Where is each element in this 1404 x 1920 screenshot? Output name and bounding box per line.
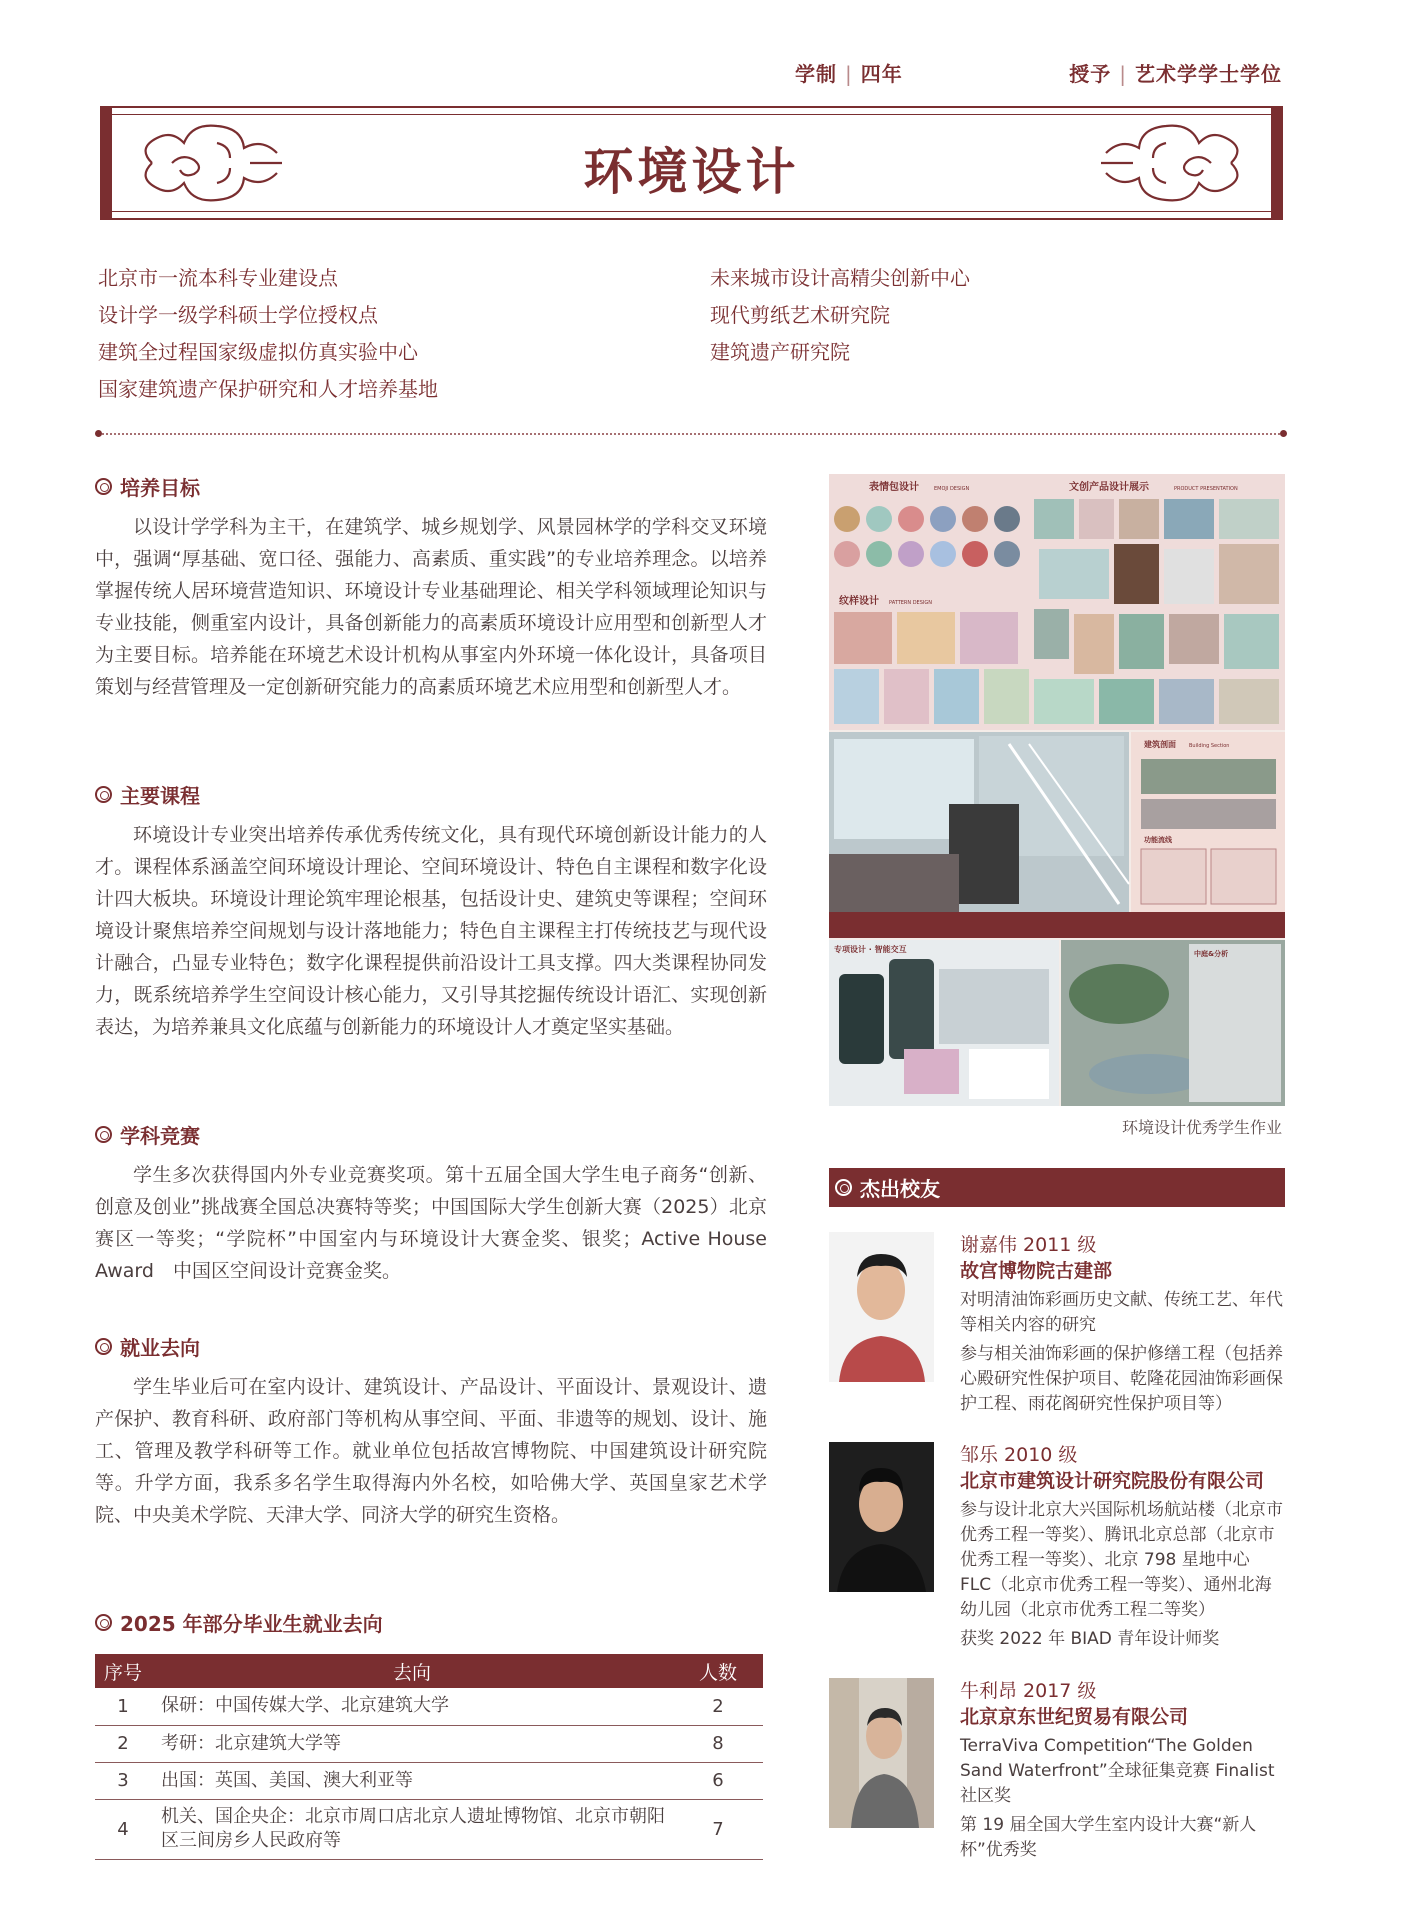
column-header: 序号 xyxy=(95,1654,151,1688)
label-building-en: Building Section xyxy=(1189,743,1230,749)
honor-item: 设计学一级学科硕士学位授权点 xyxy=(98,303,378,327)
section-heading: 2025 年部分毕业生就业去向 xyxy=(95,1608,767,1637)
alumni-card xyxy=(829,1442,1285,1662)
section-heading: 学科竞赛 xyxy=(95,1120,767,1149)
table-header-row xyxy=(95,1654,763,1688)
row-count: 8 xyxy=(673,1725,763,1762)
target-icon xyxy=(835,1179,852,1196)
table-row xyxy=(95,1725,763,1762)
table-row xyxy=(95,1688,763,1725)
honor-item: 未来城市设计高精尖创新中心 xyxy=(710,266,970,290)
honor-item: 北京市一流本科专业建设点 xyxy=(98,266,338,290)
degree-label: 授予 xyxy=(1069,62,1112,86)
honor-list-left xyxy=(98,260,438,408)
table-row xyxy=(95,1762,763,1799)
row-destination: 机关、国企央企：北京市周口店北京人遗址博物馆、北京市朝阳区三间房乡人民政府等 xyxy=(151,1799,673,1859)
label-building: 建筑剖面 xyxy=(1144,740,1176,749)
honor-item: 现代剪纸艺术研究院 xyxy=(710,303,890,327)
honor-item: 建筑遗产研究院 xyxy=(710,340,850,364)
label-pattern: 纹样设计 xyxy=(839,596,879,607)
section-divider xyxy=(98,433,1284,435)
honor-item: 建筑全过程国家级虚拟仿真实验中心 xyxy=(98,340,418,364)
duration-value: 四年 xyxy=(860,62,903,86)
alumni-org: 故宫博物院古建部 xyxy=(960,1260,1113,1282)
section-text: 以设计学学科为主干，在建筑学、城乡规划学、风景园林学的学科交叉环境中，强调“厚基础、宽口径、强能力、高素质、重实践”的专业培养理念。以培养掌握传统人居环境营造知识、环境设计专业基础理论、相关学科领域理论知识与专业技能，侧重室内设计，具备创新能力的高素质环境设计应用型和创新型人才为主要目标。培养能在环境艺术设计机构从事室内外环境一体化设计，具备项目策划与经营管理及一定创新研究能力的高素质环境艺术应用型和创新型人才。 xyxy=(95,516,767,698)
section-heading: 就业去向 xyxy=(95,1332,767,1361)
row-destination: 出国：英国、美国、澳大利亚等 xyxy=(151,1762,673,1799)
row-number: 4 xyxy=(95,1799,151,1859)
section-careers xyxy=(95,1332,767,1531)
target-icon xyxy=(95,1614,112,1631)
alumni-card xyxy=(829,1678,1285,1878)
student-works-collage xyxy=(829,474,1285,1106)
alumni-name: 邹乐 2010 级 xyxy=(960,1444,1078,1466)
section-heading: 主要课程 xyxy=(95,780,767,809)
page-title: 环境设计 xyxy=(583,143,800,201)
label-products: 文创产品设计展示 xyxy=(1069,482,1149,493)
degree-info: 授予 | 艺术学学士学位 xyxy=(1069,62,1282,86)
row-count: 2 xyxy=(673,1688,763,1725)
section-table-heading xyxy=(95,1608,767,1637)
target-icon xyxy=(95,478,112,495)
section-text: 学生多次获得国内外专业竞赛奖项。第十五届全国大学生电子商务“创新、创意及创业”挑战赛全国总决赛特等奖；中国国际大学生创新大赛（2025）北京赛区一等奖；“学院杯”中国室内与环境设计大赛金奖、银奖；Active House Award 中国区空间设计竞赛金奖。 xyxy=(95,1164,767,1282)
avatar xyxy=(829,1232,934,1382)
alumni-org: 北京市建筑设计研究院股份有限公司 xyxy=(960,1470,1265,1492)
honor-list-right xyxy=(710,260,970,371)
duration-label: 学制 xyxy=(795,62,837,86)
column-header: 去向 xyxy=(151,1654,673,1688)
label-interaction: 专项设计 · 智能交互 xyxy=(834,945,907,954)
alumni-desc: 获奖 2022 年 BIAD 青年设计师奖 xyxy=(960,1629,1220,1649)
row-count: 7 xyxy=(673,1799,763,1859)
avatar xyxy=(829,1678,934,1828)
alumni-name: 谢嘉伟 2011 级 xyxy=(960,1234,1097,1256)
label-pattern-en: PATTERN DESIGN xyxy=(889,600,932,606)
alumni-desc: TerraViva Competition“The Golden Sand Waterfront”全球征集竞赛 Finalist 社区奖 xyxy=(960,1736,1275,1806)
degree-value: 艺术学学士学位 xyxy=(1135,62,1282,86)
alumni-card xyxy=(829,1232,1285,1422)
alumni-desc: 第 19 届全国大学生室内设计大赛“新人杯”优秀奖 xyxy=(960,1815,1257,1860)
avatar xyxy=(829,1442,934,1592)
table-row xyxy=(95,1799,763,1859)
honor-item: 国家建筑遗产保护研究和人才培养基地 xyxy=(98,377,438,401)
alumni-name: 牛利昂 2017 级 xyxy=(960,1680,1097,1702)
employment-table xyxy=(95,1654,763,1860)
label-analysis: 中庭&分析 xyxy=(1194,950,1229,958)
label-emoji-en: EMOJI DESIGN xyxy=(934,486,970,492)
row-number: 3 xyxy=(95,1762,151,1799)
target-icon xyxy=(95,1338,112,1355)
label-emoji: 表情包设计 xyxy=(869,482,919,493)
label-products-en: PRODUCT PRESENTATION xyxy=(1174,486,1238,492)
section-competitions xyxy=(95,1120,767,1287)
alumni-desc: 参与相关油饰彩画的保护修缮工程（包括养心殿研究性保护项目、乾隆花园油饰彩画保护工程、雨花阁研究性保护项目等） xyxy=(960,1344,1283,1414)
title-banner xyxy=(100,106,1283,220)
collage-caption: 环境设计优秀学生作业 xyxy=(1121,1118,1282,1137)
row-count: 6 xyxy=(673,1762,763,1799)
section-courses xyxy=(95,780,767,1043)
row-number: 2 xyxy=(95,1725,151,1762)
alumni-desc: 参与设计北京大兴国际机场航站楼（北京市优秀工程一等奖）、腾讯北京总部（北京市优秀工程一等奖）、北京 798 星地中心 FLC（北京市优秀工程一等奖）、通州北海幼儿园（北京市优秀工程二等奖） xyxy=(960,1500,1283,1620)
row-number: 1 xyxy=(95,1688,151,1725)
row-destination: 考研：北京建筑大学等 xyxy=(151,1725,673,1762)
column-header: 人数 xyxy=(673,1654,763,1688)
section-text: 环境设计专业突出培养传承优秀传统文化，具有现代环境创新设计能力的人才。课程体系涵盖空间环境设计理论、空间环境设计、特色自主课程和数字化设计四大板块。环境设计理论筑牢理论根基，包括设计史、建筑史等课程；空间环境设计聚焦培养空间规划与设计落地能力；特色自主课程主打传统技艺与现代设计融合，凸显专业特色；数字化课程提供前沿设计工具支撑。四大类课程协同发力，既系统培养学生空间设计核心能力，又引导其挖掘传统设计语汇、实现创新表达，为培养兼具文化底蕴与创新能力的环境设计人才奠定坚实基础。 xyxy=(95,824,767,1038)
target-icon xyxy=(95,786,112,803)
row-destination: 保研：中国传媒大学、北京建筑大学 xyxy=(151,1688,673,1725)
alumni-heading: 杰出校友 xyxy=(829,1168,1285,1207)
duration-info: 学制 | 四年 xyxy=(795,62,903,86)
section-text: 学生毕业后可在室内设计、建筑设计、产品设计、平面设计、景观设计、遗产保护、教育科研、政府部门等机构从事空间、平面、非遗等的规划、设计、施工、管理及教学科研等工作。就业单位包括故宫博物院、中国建筑设计研究院等。升学方面，我系多名学生取得海内外名校，如哈佛大学、英国皇家艺术学院、中央美术学院、天津大学、同济大学的研究生资格。 xyxy=(95,1376,767,1526)
label-function: 功能流线 xyxy=(1144,836,1172,844)
target-icon xyxy=(95,1126,112,1143)
section-heading: 培养目标 xyxy=(95,472,767,501)
alumni-org: 北京京东世纪贸易有限公司 xyxy=(960,1706,1189,1728)
section-goals xyxy=(95,472,767,703)
alumni-desc: 对明清油饰彩画历史文献、传统工艺、年代等相关内容的研究 xyxy=(960,1290,1283,1335)
